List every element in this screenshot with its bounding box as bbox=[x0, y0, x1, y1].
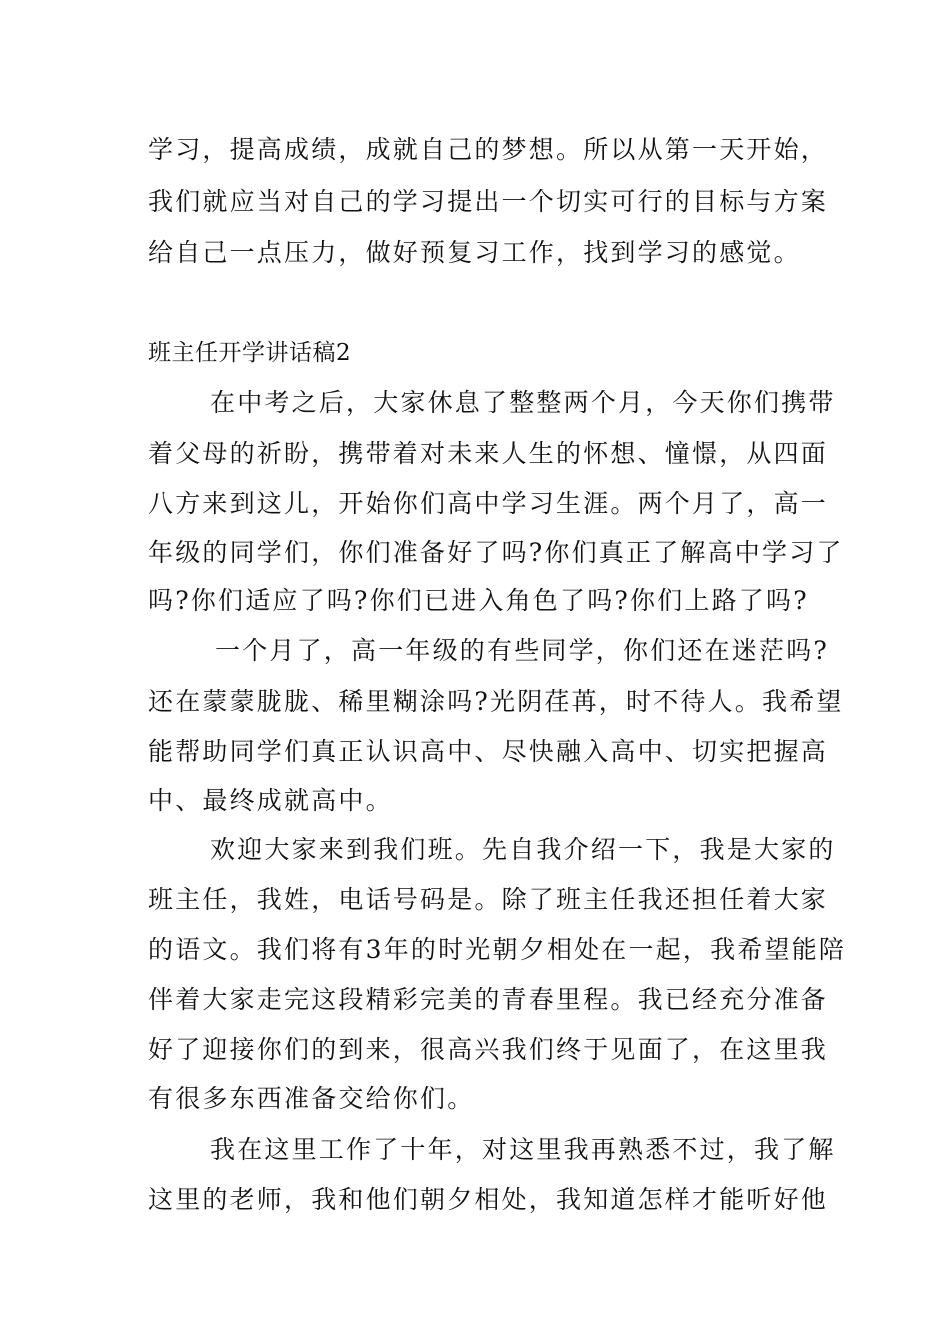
paragraph-first-line: 欢迎大家来到我们班。先自我介绍一下，我是大家的 bbox=[210, 835, 836, 864]
paragraph-first-line: 我在这里工作了十年，对这里我再熟悉不过，我了解 bbox=[210, 1135, 836, 1164]
text-line: 八方来到这儿，开始你们高中学习生涯。两个月了，高一 bbox=[148, 489, 829, 518]
paragraph-first-line: 在中考之后，大家休息了整整两个月，今天你们携带 bbox=[210, 388, 836, 417]
text-line: 伴着大家走完这段精彩完美的青春里程。我已经充分准备 bbox=[148, 985, 829, 1014]
text-line: 给自己一点压力，做好预复习工作，找到学习的感觉。 bbox=[148, 238, 801, 267]
text-line: 这里的老师，我和他们朝夕相处，我知道怎样才能听好他 bbox=[148, 1185, 829, 1214]
paragraph-first-line: 一个月了，高一年级的有些同学，你们还在迷茫吗? bbox=[215, 636, 830, 665]
text-line: 有很多东西准备交给你们。 bbox=[148, 1084, 475, 1113]
text-line: 中、最终成就高中。 bbox=[148, 786, 393, 815]
text-line: 学习，提高成绩，成就自己的梦想。所以从第一天开始， bbox=[148, 135, 829, 164]
text-line: 着父母的祈盼，携带着对未来人生的怀想、憧憬，从四面 bbox=[148, 439, 829, 468]
text-line: 的语文。我们将有3年的时光朝夕相处在一起，我希望能陪 bbox=[148, 935, 847, 964]
text-line: 班主任，我姓，电话号码是。除了班主任我还担任着大家 bbox=[148, 885, 829, 914]
text-line: 还在蒙蒙胧胧、稀里糊涂吗?光阴荏苒，时不待人。我希望 bbox=[148, 687, 844, 716]
text-line: 我们就应当对自己的学习提出一个切实可行的目标与方案 bbox=[148, 187, 829, 216]
section-title: 班主任开学讲话稿2 bbox=[148, 340, 352, 366]
text-line: 吗?你们适应了吗?你们已进入角色了吗?你们上路了吗? bbox=[148, 586, 809, 615]
text-line: 好了迎接你们的到来，很高兴我们终于见面了，在这里我 bbox=[148, 1035, 829, 1064]
text-line: 能帮助同学们真正认识高中、尽快融入高中、切实把握高 bbox=[148, 737, 829, 766]
text-line: 年级的同学们，你们准备好了吗?你们真正了解高中学习了 bbox=[148, 538, 844, 567]
